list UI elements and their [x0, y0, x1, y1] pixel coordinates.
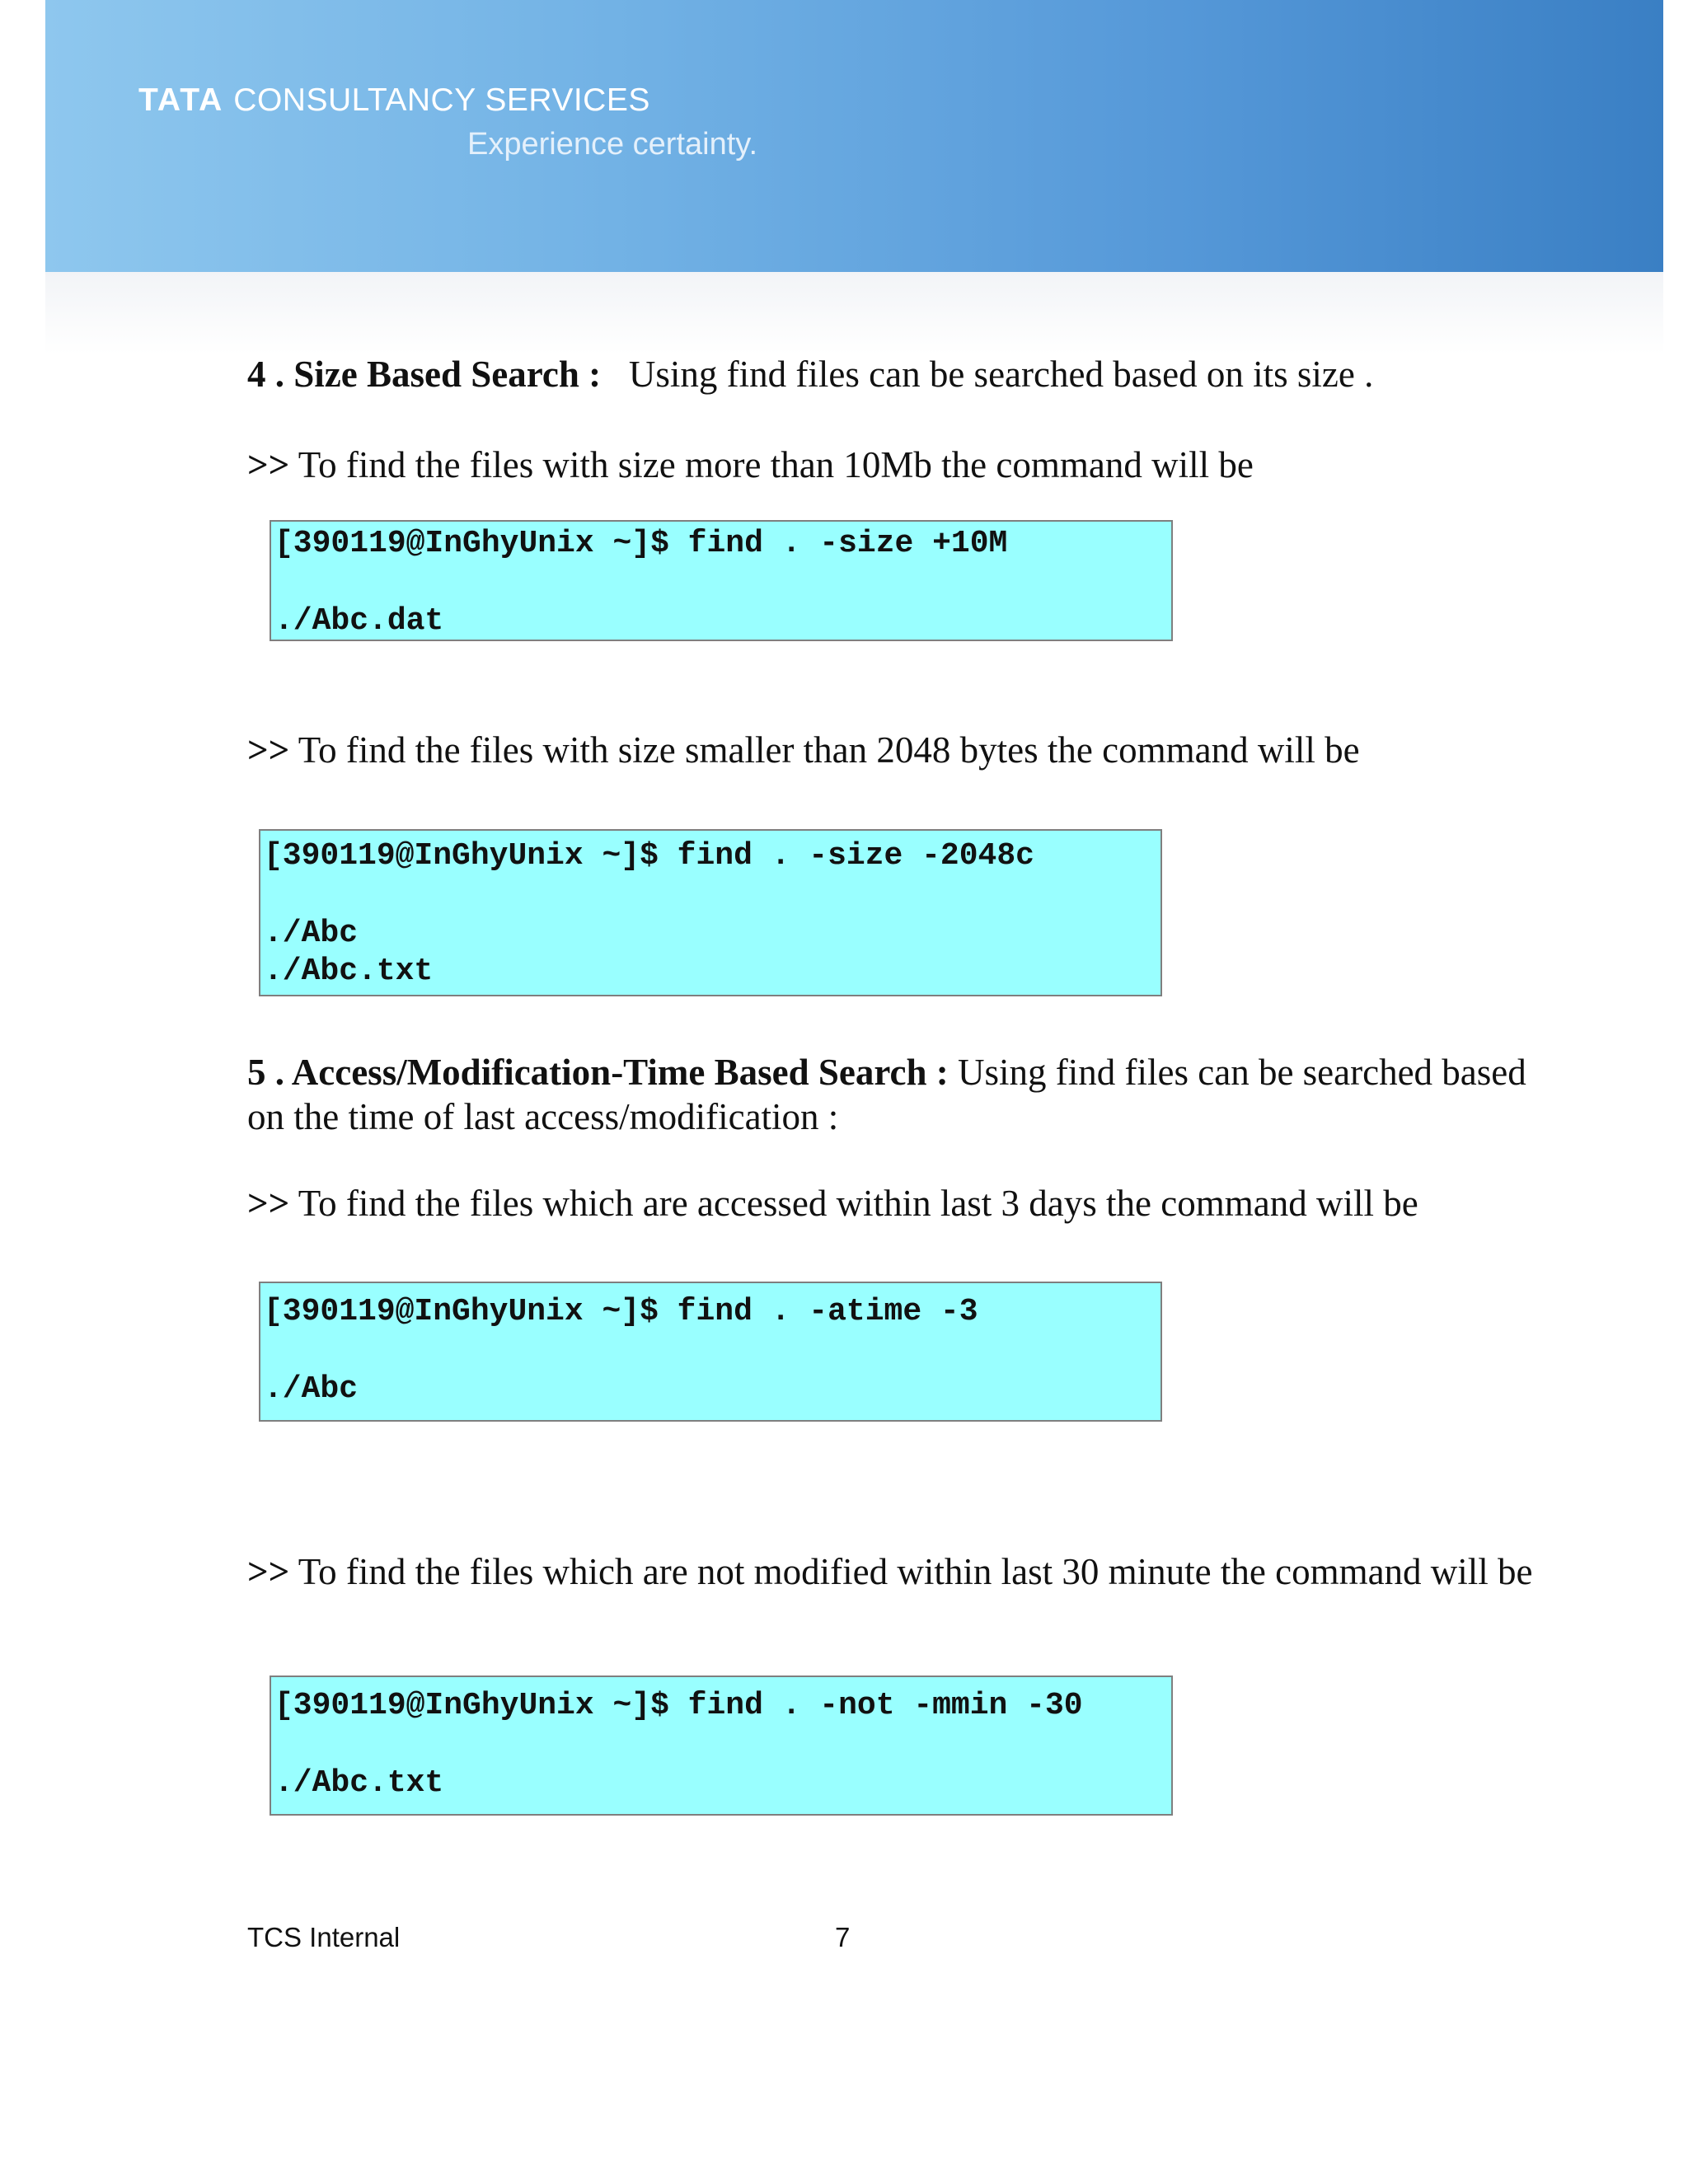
output-line: ./Abc — [264, 916, 359, 951]
item-4-description: To find the files which are not modified within last 30 minute the command will be — [289, 1551, 1533, 1592]
section-5-paragraph — [247, 1050, 1533, 1139]
bullet-marker: >> — [247, 444, 290, 485]
page-number: 7 — [835, 1922, 851, 1952]
logo-company-name: CONSULTANCY SERVICES — [233, 82, 650, 118]
footer-classification: TCS Internal — [247, 1922, 401, 1952]
item-3-text — [247, 1181, 1533, 1226]
section-5-text: Using find files can be searched based on the time of last access/modification : — [247, 1052, 1526, 1137]
item-2-text — [247, 728, 1533, 772]
section-4-paragraph — [247, 352, 1533, 396]
logo-tata: TATA — [138, 82, 224, 118]
section-5-heading: 5 . Access/Modification-Time Based Search : — [247, 1052, 949, 1093]
code-block-1 — [270, 520, 1173, 641]
code-block-3 — [259, 1282, 1162, 1422]
output-line: ./Abc.dat — [274, 603, 444, 639]
output-line: ./Abc.txt — [274, 1765, 444, 1801]
item-1-text — [247, 443, 1533, 487]
item-1-description: To find the files with size more than 10Mb the command will be — [289, 444, 1254, 485]
company-logo — [138, 82, 650, 119]
bullet-marker: >> — [247, 1183, 290, 1224]
item-3-description: To find the files which are accessed within last 3 days the command will be — [289, 1183, 1418, 1224]
item-2-description: To find the files with size smaller than 2048 bytes the command will be — [289, 729, 1360, 771]
command-line: [390119@InGhyUnix ~]$ find . -atime -3 — [264, 1294, 978, 1329]
logo-tagline: Experience certainty. — [467, 127, 758, 162]
output-line: ./Abc — [264, 1371, 359, 1407]
command-line: [390119@InGhyUnix ~]$ find . -size -2048c — [264, 838, 1034, 874]
section-4-text: Using find files can be searched based on its size . — [628, 354, 1374, 395]
bullet-marker: >> — [247, 1551, 290, 1592]
section-4-heading: 4 . Size Based Search : — [247, 354, 602, 395]
command-line: [390119@InGhyUnix ~]$ find . -size +10M — [274, 526, 1008, 561]
header-shadow — [45, 272, 1663, 354]
command-line: [390119@InGhyUnix ~]$ find . -not -mmin -30 — [274, 1688, 1083, 1723]
item-4-text — [247, 1549, 1533, 1594]
output-line: ./Abc.txt — [264, 954, 434, 989]
code-block-4 — [270, 1675, 1173, 1816]
bullet-marker: >> — [247, 729, 290, 771]
header-banner — [45, 0, 1663, 272]
code-block-2 — [259, 829, 1162, 996]
